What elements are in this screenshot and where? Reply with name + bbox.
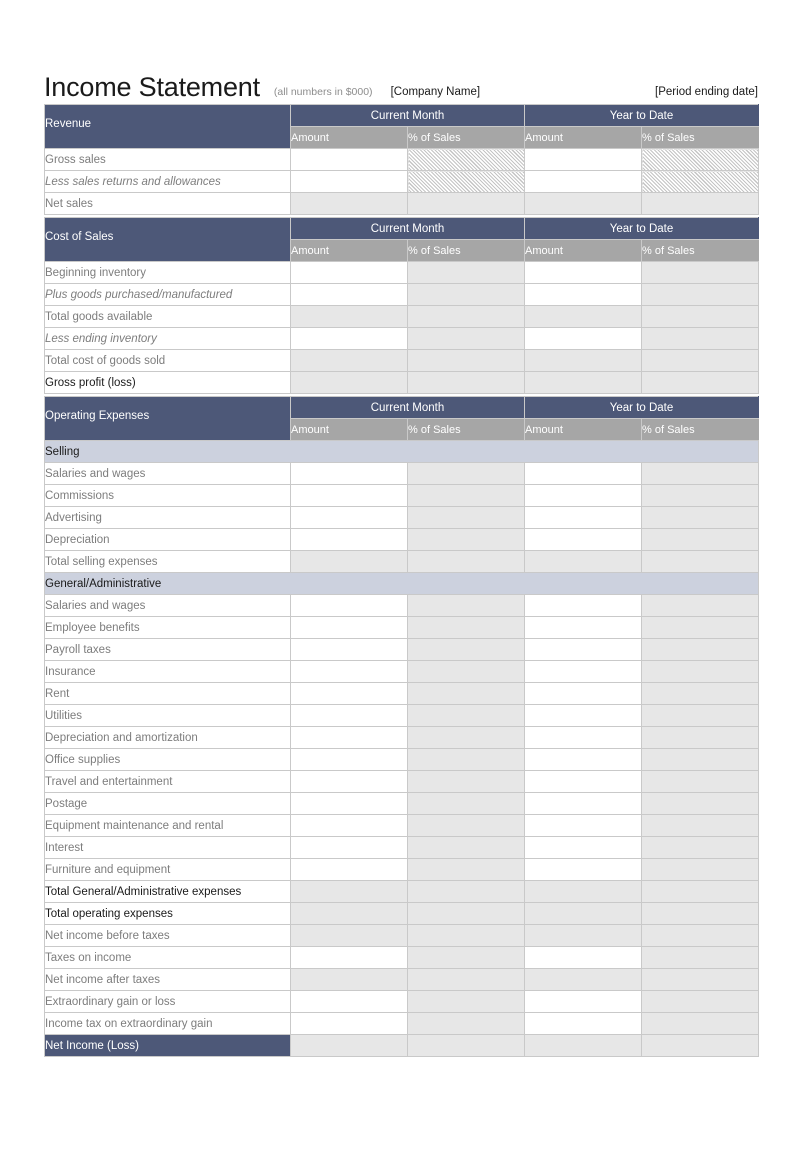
cell-ytd-amount-depreciation-and-amortization[interactable] bbox=[525, 727, 642, 749]
cell-ytd-pct-of-sales-salaries-and-wages bbox=[642, 595, 759, 617]
cell-ytd-pct-of-sales-salaries-and-wages bbox=[642, 463, 759, 485]
cell-cm-amount-travel-and-entertainment[interactable] bbox=[291, 771, 408, 793]
section-title-label: Operating Expenses bbox=[45, 409, 150, 422]
cell-ytd-pct-of-sales-gross-sales bbox=[642, 149, 759, 171]
cell-ytd-amount-employee-benefits[interactable] bbox=[525, 617, 642, 639]
cell-ytd-amount-income-tax-on-extraordinary-gain[interactable] bbox=[525, 1013, 642, 1035]
column-header-amount-cm: Amount bbox=[291, 419, 408, 441]
cell-ytd-pct-of-sales-interest bbox=[642, 837, 759, 859]
table-row bbox=[45, 617, 759, 639]
cell-cm-amount-depreciation-and-amortization[interactable] bbox=[291, 727, 408, 749]
row-label-total-selling-expenses: Total selling expenses bbox=[45, 551, 291, 573]
cell-cm-amount-interest[interactable] bbox=[291, 837, 408, 859]
subgroup-label-selling: Selling bbox=[45, 441, 759, 463]
table-row bbox=[45, 705, 759, 727]
cell-cm-pct-of-sales-beginning-inventory bbox=[408, 262, 525, 284]
table-row bbox=[45, 683, 759, 705]
column-header-amount-ytd: Amount bbox=[525, 127, 642, 149]
column-header-amount-ytd: Amount bbox=[525, 240, 642, 262]
section-header-row bbox=[45, 218, 759, 240]
row-label-income-tax-on-extraordinary-gain: Income tax on extraordinary gain bbox=[45, 1013, 291, 1035]
cell-ytd-pct-of-sales-gross-profit-loss bbox=[642, 372, 759, 394]
section-title-revenue bbox=[45, 105, 291, 149]
cell-cm-amount-beginning-inventory[interactable] bbox=[291, 262, 408, 284]
row-label-total-general-administrative-expenses: Total General/Administrative expenses bbox=[45, 881, 291, 903]
column-group-year-to-date: Year to Date bbox=[525, 397, 759, 419]
cell-cm-pct-of-sales-total-goods-available bbox=[408, 306, 525, 328]
cell-ytd-amount-office-supplies[interactable] bbox=[525, 749, 642, 771]
cell-ytd-amount-total-selling-expenses bbox=[525, 551, 642, 573]
cell-ytd-pct-of-sales-net-income-before-taxes bbox=[642, 925, 759, 947]
cell-ytd-pct-of-sales-taxes-on-income bbox=[642, 947, 759, 969]
cell-cm-amount-taxes-on-income[interactable] bbox=[291, 947, 408, 969]
cell-cm-amount-salaries-and-wages[interactable] bbox=[291, 463, 408, 485]
cell-cm-amount-total-goods-available bbox=[291, 306, 408, 328]
cell-cm-amount-office-supplies[interactable] bbox=[291, 749, 408, 771]
cell-cm-pct-of-sales-less-sales-returns-and-allowances bbox=[408, 171, 525, 193]
table-row bbox=[45, 991, 759, 1013]
table-row bbox=[45, 595, 759, 617]
table-row bbox=[45, 925, 759, 947]
column-header-pct-of-sales-ytd: % of Sales bbox=[642, 127, 759, 149]
cell-ytd-pct-of-sales-payroll-taxes bbox=[642, 639, 759, 661]
cell-ytd-amount-depreciation[interactable] bbox=[525, 529, 642, 551]
cell-cm-pct-of-sales-rent bbox=[408, 683, 525, 705]
cell-cm-pct-of-sales-employee-benefits bbox=[408, 617, 525, 639]
cell-ytd-amount-net-income-before-taxes bbox=[525, 925, 642, 947]
cell-ytd-amount-beginning-inventory[interactable] bbox=[525, 262, 642, 284]
cell-ytd-pct-of-sales-insurance bbox=[642, 661, 759, 683]
cell-cm-pct-of-sales-office-supplies bbox=[408, 749, 525, 771]
cell-ytd-amount-total-general-administrative-expenses bbox=[525, 881, 642, 903]
company-name-placeholder[interactable]: [Company Name] bbox=[390, 86, 481, 98]
cell-cm-pct-of-sales-equipment-maintenance-and-rental bbox=[408, 815, 525, 837]
page-title: Income Statement bbox=[44, 72, 260, 102]
row-label-net-income-before-taxes: Net income before taxes bbox=[45, 925, 291, 947]
cell-ytd-amount-interest[interactable] bbox=[525, 837, 642, 859]
cell-cm-pct-of-sales-travel-and-entertainment bbox=[408, 771, 525, 793]
cell-ytd-pct-of-sales-plus-goods-purchased-manufactured bbox=[642, 284, 759, 306]
cell-cm-amount-net-income-after-taxes bbox=[291, 969, 408, 991]
row-label-employee-benefits: Employee benefits bbox=[45, 617, 291, 639]
cell-ytd-pct-of-sales-total-operating-expenses bbox=[642, 903, 759, 925]
section-title-label: Cost of Sales bbox=[45, 230, 114, 243]
cell-ytd-amount-total-operating-expenses bbox=[525, 903, 642, 925]
table-row bbox=[45, 328, 759, 350]
cell-cm-pct-of-sales-postage bbox=[408, 793, 525, 815]
cell-ytd-pct-of-sales-depreciation-and-amortization bbox=[642, 727, 759, 749]
row-label-depreciation-and-amortization: Depreciation and amortization bbox=[45, 727, 291, 749]
row-label-gross-profit-loss: Gross profit (loss) bbox=[45, 372, 291, 394]
table-row bbox=[45, 284, 759, 306]
cell-ytd-amount-net-income-after-taxes bbox=[525, 969, 642, 991]
cell-ytd-amount-furniture-and-equipment[interactable] bbox=[525, 859, 642, 881]
row-label-office-supplies: Office supplies bbox=[45, 749, 291, 771]
table-row bbox=[45, 969, 759, 991]
cell-cm-amount-total-general-administrative-expenses bbox=[291, 881, 408, 903]
cell-ytd-amount-total-cost-of-goods-sold bbox=[525, 350, 642, 372]
column-group-current-month: Current Month bbox=[291, 105, 525, 127]
cell-cm-amount-total-operating-expenses bbox=[291, 903, 408, 925]
cell-ytd-amount-gross-sales[interactable] bbox=[525, 149, 642, 171]
column-header-pct-of-sales-ytd: % of Sales bbox=[642, 419, 759, 441]
cell-ytd-pct-of-sales-employee-benefits bbox=[642, 617, 759, 639]
cell-ytd-pct-of-sales-extraordinary-gain-or-loss bbox=[642, 991, 759, 1013]
row-label-equipment-maintenance-and-rental: Equipment maintenance and rental bbox=[45, 815, 291, 837]
section-title-cost-of-sales bbox=[45, 218, 291, 262]
units-note: (all numbers in $000) bbox=[273, 86, 373, 98]
cell-ytd-amount-gross-profit-loss bbox=[525, 372, 642, 394]
row-label-payroll-taxes: Payroll taxes bbox=[45, 639, 291, 661]
row-label-net-income-loss: Net Income (Loss) bbox=[45, 1035, 291, 1057]
cell-ytd-amount-extraordinary-gain-or-loss[interactable] bbox=[525, 991, 642, 1013]
cell-ytd-amount-advertising[interactable] bbox=[525, 507, 642, 529]
cell-cm-amount-employee-benefits[interactable] bbox=[291, 617, 408, 639]
row-label-plus-goods-purchased-manufactured: Plus goods purchased/manufactured bbox=[45, 284, 291, 306]
row-label-gross-sales: Gross sales bbox=[45, 149, 291, 171]
cell-cm-amount-plus-goods-purchased-manufactured[interactable] bbox=[291, 284, 408, 306]
cell-ytd-pct-of-sales-total-cost-of-goods-sold bbox=[642, 350, 759, 372]
table-row bbox=[45, 1035, 759, 1057]
cell-cm-pct-of-sales-total-cost-of-goods-sold bbox=[408, 350, 525, 372]
column-header-pct-of-sales-ytd: % of Sales bbox=[642, 240, 759, 262]
table-row bbox=[45, 171, 759, 193]
cell-ytd-pct-of-sales-net-income-loss bbox=[642, 1035, 759, 1057]
cell-cm-amount-net-sales bbox=[291, 193, 408, 215]
cell-ytd-pct-of-sales-postage bbox=[642, 793, 759, 815]
cell-ytd-pct-of-sales-travel-and-entertainment bbox=[642, 771, 759, 793]
row-label-less-sales-returns-and-allowances: Less sales returns and allowances bbox=[45, 171, 291, 193]
cell-cm-pct-of-sales-utilities bbox=[408, 705, 525, 727]
table-row bbox=[45, 1013, 759, 1035]
cell-cm-amount-depreciation[interactable] bbox=[291, 529, 408, 551]
cell-cm-pct-of-sales-payroll-taxes bbox=[408, 639, 525, 661]
cell-cm-pct-of-sales-less-ending-inventory bbox=[408, 328, 525, 350]
row-label-interest: Interest bbox=[45, 837, 291, 859]
table-row bbox=[45, 262, 759, 284]
column-header-pct-of-sales-cm: % of Sales bbox=[408, 240, 525, 262]
cell-ytd-amount-postage[interactable] bbox=[525, 793, 642, 815]
section-header-row bbox=[45, 397, 759, 419]
cell-ytd-pct-of-sales-net-income-after-taxes bbox=[642, 969, 759, 991]
cell-cm-pct-of-sales-net-sales bbox=[408, 193, 525, 215]
cell-ytd-pct-of-sales-income-tax-on-extraordinary-gain bbox=[642, 1013, 759, 1035]
cell-ytd-pct-of-sales-furniture-and-equipment bbox=[642, 859, 759, 881]
cell-cm-amount-gross-profit-loss bbox=[291, 372, 408, 394]
income-statement-table bbox=[44, 104, 759, 1057]
cell-cm-amount-salaries-and-wages[interactable] bbox=[291, 595, 408, 617]
cell-cm-pct-of-sales-net-income-before-taxes bbox=[408, 925, 525, 947]
cell-cm-amount-equipment-maintenance-and-rental[interactable] bbox=[291, 815, 408, 837]
cell-cm-pct-of-sales-interest bbox=[408, 837, 525, 859]
cell-cm-amount-net-income-before-taxes bbox=[291, 925, 408, 947]
cell-ytd-pct-of-sales-advertising bbox=[642, 507, 759, 529]
cell-ytd-pct-of-sales-rent bbox=[642, 683, 759, 705]
row-label-total-operating-expenses: Total operating expenses bbox=[45, 903, 291, 925]
cell-cm-pct-of-sales-salaries-and-wages bbox=[408, 595, 525, 617]
period-ending-date-placeholder[interactable]: [Period ending date] bbox=[655, 86, 758, 98]
cell-cm-amount-income-tax-on-extraordinary-gain[interactable] bbox=[291, 1013, 408, 1035]
cell-cm-pct-of-sales-total-operating-expenses bbox=[408, 903, 525, 925]
subgroup-band-row bbox=[45, 573, 759, 595]
row-label-insurance: Insurance bbox=[45, 661, 291, 683]
column-group-current-month: Current Month bbox=[291, 218, 525, 240]
table-row bbox=[45, 947, 759, 969]
column-group-current-month: Current Month bbox=[291, 397, 525, 419]
cell-ytd-amount-net-income-loss bbox=[525, 1035, 642, 1057]
row-label-travel-and-entertainment: Travel and entertainment bbox=[45, 771, 291, 793]
row-label-postage: Postage bbox=[45, 793, 291, 815]
row-label-furniture-and-equipment: Furniture and equipment bbox=[45, 859, 291, 881]
row-label-net-sales: Net sales bbox=[45, 193, 291, 215]
row-label-advertising: Advertising bbox=[45, 507, 291, 529]
row-label-rent: Rent bbox=[45, 683, 291, 705]
row-label-less-ending-inventory: Less ending inventory bbox=[45, 328, 291, 350]
column-header-pct-of-sales-cm: % of Sales bbox=[408, 419, 525, 441]
table-row bbox=[45, 507, 759, 529]
row-label-extraordinary-gain-or-loss: Extraordinary gain or loss bbox=[45, 991, 291, 1013]
cell-cm-amount-total-selling-expenses bbox=[291, 551, 408, 573]
cell-cm-amount-insurance[interactable] bbox=[291, 661, 408, 683]
table-row bbox=[45, 350, 759, 372]
column-header-amount-cm: Amount bbox=[291, 127, 408, 149]
cell-ytd-amount-utilities[interactable] bbox=[525, 705, 642, 727]
cell-cm-amount-total-cost-of-goods-sold bbox=[291, 350, 408, 372]
cell-cm-amount-commissions[interactable] bbox=[291, 485, 408, 507]
row-label-commissions: Commissions bbox=[45, 485, 291, 507]
table-row bbox=[45, 372, 759, 394]
cell-cm-pct-of-sales-gross-profit-loss bbox=[408, 372, 525, 394]
row-label-taxes-on-income: Taxes on income bbox=[45, 947, 291, 969]
table-row bbox=[45, 859, 759, 881]
cell-ytd-amount-payroll-taxes[interactable] bbox=[525, 639, 642, 661]
cell-ytd-pct-of-sales-beginning-inventory bbox=[642, 262, 759, 284]
cell-cm-pct-of-sales-salaries-and-wages bbox=[408, 463, 525, 485]
subgroup-label-general-administrative: General/Administrative bbox=[45, 573, 759, 595]
cell-cm-pct-of-sales-extraordinary-gain-or-loss bbox=[408, 991, 525, 1013]
cell-ytd-pct-of-sales-equipment-maintenance-and-rental bbox=[642, 815, 759, 837]
document-header bbox=[44, 62, 758, 102]
table-row bbox=[45, 793, 759, 815]
cell-ytd-amount-less-sales-returns-and-allowances[interactable] bbox=[525, 171, 642, 193]
cell-cm-amount-furniture-and-equipment[interactable] bbox=[291, 859, 408, 881]
row-label-depreciation: Depreciation bbox=[45, 529, 291, 551]
table-row bbox=[45, 193, 759, 215]
row-label-beginning-inventory: Beginning inventory bbox=[45, 262, 291, 284]
cell-ytd-pct-of-sales-office-supplies bbox=[642, 749, 759, 771]
cell-ytd-amount-total-goods-available bbox=[525, 306, 642, 328]
row-label-utilities: Utilities bbox=[45, 705, 291, 727]
cell-ytd-amount-salaries-and-wages[interactable] bbox=[525, 595, 642, 617]
cell-ytd-pct-of-sales-depreciation bbox=[642, 529, 759, 551]
cell-cm-amount-extraordinary-gain-or-loss[interactable] bbox=[291, 991, 408, 1013]
row-label-salaries-and-wages: Salaries and wages bbox=[45, 595, 291, 617]
cell-cm-amount-postage[interactable] bbox=[291, 793, 408, 815]
cell-cm-amount-advertising[interactable] bbox=[291, 507, 408, 529]
table-row bbox=[45, 771, 759, 793]
table-row bbox=[45, 149, 759, 171]
table-row bbox=[45, 306, 759, 328]
cell-cm-pct-of-sales-depreciation bbox=[408, 529, 525, 551]
column-group-year-to-date: Year to Date bbox=[525, 105, 759, 127]
column-header-pct-of-sales-cm: % of Sales bbox=[408, 127, 525, 149]
cell-cm-amount-rent[interactable] bbox=[291, 683, 408, 705]
cell-ytd-amount-taxes-on-income[interactable] bbox=[525, 947, 642, 969]
cell-cm-pct-of-sales-insurance bbox=[408, 661, 525, 683]
section-header-row bbox=[45, 105, 759, 127]
table-row bbox=[45, 551, 759, 573]
cell-cm-pct-of-sales-net-income-loss bbox=[408, 1035, 525, 1057]
cell-cm-amount-utilities[interactable] bbox=[291, 705, 408, 727]
table-row bbox=[45, 903, 759, 925]
cell-cm-pct-of-sales-furniture-and-equipment bbox=[408, 859, 525, 881]
cell-ytd-amount-equipment-maintenance-and-rental[interactable] bbox=[525, 815, 642, 837]
cell-cm-amount-less-sales-returns-and-allowances[interactable] bbox=[291, 171, 408, 193]
section-title-label: Revenue bbox=[45, 117, 92, 130]
table-row bbox=[45, 661, 759, 683]
cell-ytd-pct-of-sales-less-ending-inventory bbox=[642, 328, 759, 350]
section-title-operating-expenses bbox=[45, 397, 291, 441]
cell-cm-pct-of-sales-income-tax-on-extraordinary-gain bbox=[408, 1013, 525, 1035]
cell-ytd-pct-of-sales-net-sales bbox=[642, 193, 759, 215]
column-header-amount-cm: Amount bbox=[291, 240, 408, 262]
row-label-total-goods-available: Total goods available bbox=[45, 306, 291, 328]
subgroup-band-row bbox=[45, 441, 759, 463]
cell-ytd-amount-travel-and-entertainment[interactable] bbox=[525, 771, 642, 793]
row-label-net-income-after-taxes: Net income after taxes bbox=[45, 969, 291, 991]
table-row bbox=[45, 749, 759, 771]
cell-ytd-amount-salaries-and-wages[interactable] bbox=[525, 463, 642, 485]
cell-ytd-amount-commissions[interactable] bbox=[525, 485, 642, 507]
table-row bbox=[45, 727, 759, 749]
cell-ytd-pct-of-sales-total-general-administrative-expenses bbox=[642, 881, 759, 903]
row-label-salaries-and-wages: Salaries and wages bbox=[45, 463, 291, 485]
cell-cm-amount-gross-sales[interactable] bbox=[291, 149, 408, 171]
cell-ytd-amount-less-ending-inventory[interactable] bbox=[525, 328, 642, 350]
cell-cm-pct-of-sales-plus-goods-purchased-manufactured bbox=[408, 284, 525, 306]
cell-cm-pct-of-sales-total-general-administrative-expenses bbox=[408, 881, 525, 903]
cell-cm-pct-of-sales-advertising bbox=[408, 507, 525, 529]
table-row bbox=[45, 529, 759, 551]
cell-cm-pct-of-sales-depreciation-and-amortization bbox=[408, 727, 525, 749]
cell-cm-pct-of-sales-net-income-after-taxes bbox=[408, 969, 525, 991]
cell-cm-pct-of-sales-taxes-on-income bbox=[408, 947, 525, 969]
cell-cm-amount-payroll-taxes[interactable] bbox=[291, 639, 408, 661]
row-label-total-cost-of-goods-sold: Total cost of goods sold bbox=[45, 350, 291, 372]
cell-ytd-pct-of-sales-total-selling-expenses bbox=[642, 551, 759, 573]
cell-ytd-pct-of-sales-less-sales-returns-and-allowances bbox=[642, 171, 759, 193]
column-group-year-to-date: Year to Date bbox=[525, 218, 759, 240]
column-header-amount-ytd: Amount bbox=[525, 419, 642, 441]
cell-ytd-pct-of-sales-utilities bbox=[642, 705, 759, 727]
cell-cm-pct-of-sales-commissions bbox=[408, 485, 525, 507]
table-row bbox=[45, 639, 759, 661]
cell-cm-pct-of-sales-gross-sales bbox=[408, 149, 525, 171]
table-row bbox=[45, 881, 759, 903]
table-row bbox=[45, 815, 759, 837]
cell-cm-amount-less-ending-inventory[interactable] bbox=[291, 328, 408, 350]
table-row bbox=[45, 463, 759, 485]
cell-ytd-pct-of-sales-commissions bbox=[642, 485, 759, 507]
cell-cm-amount-net-income-loss bbox=[291, 1035, 408, 1057]
table-row bbox=[45, 837, 759, 859]
cell-ytd-pct-of-sales-total-goods-available bbox=[642, 306, 759, 328]
cell-ytd-amount-rent[interactable] bbox=[525, 683, 642, 705]
cell-ytd-amount-insurance[interactable] bbox=[525, 661, 642, 683]
cell-ytd-amount-net-sales bbox=[525, 193, 642, 215]
table-row bbox=[45, 485, 759, 507]
cell-cm-pct-of-sales-total-selling-expenses bbox=[408, 551, 525, 573]
cell-ytd-amount-plus-goods-purchased-manufactured[interactable] bbox=[525, 284, 642, 306]
